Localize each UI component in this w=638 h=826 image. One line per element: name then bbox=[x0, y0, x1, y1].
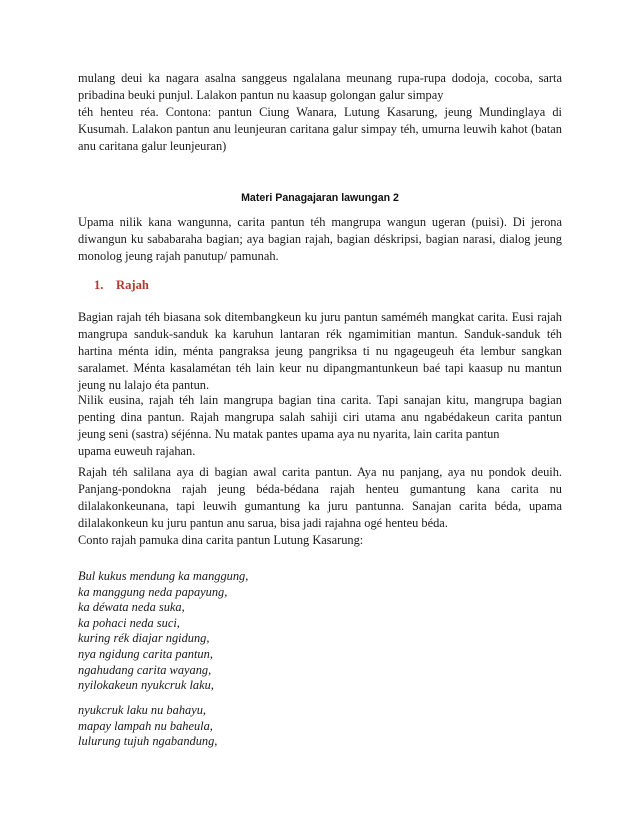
section-heading: Materi Panagajaran lawungan 2 bbox=[241, 192, 399, 204]
rajah-paragraph-2-body: Nilik eusina, rajah téh lain mangrupa bagian tina carita. Tapi sanajan kitu, mangrupa bagian penting dina pantun. Rajah mangrupa salah sahiji ciri utama anu ngabédakeun carita pantun jeung seni (sastra) séjénna. Nu matak pantes upama aya nu nyarita, lain carita pantun bbox=[78, 393, 562, 441]
subsection-title bbox=[78, 278, 149, 293]
rajah-paragraph-2-tail: upama euweuh rajahan. bbox=[78, 444, 196, 458]
poem-line: ka pohaci neda suci, bbox=[78, 615, 180, 630]
poem-line: ka manggung neda papayung, bbox=[78, 584, 228, 599]
poem-line: lulurung tujuh ngabandung, bbox=[78, 734, 218, 749]
poem-line: ka déwata neda suka, bbox=[78, 600, 185, 615]
rajah-paragraph-3-body: Rajah téh salilana aya di bagian awal carita pantun. Aya nu panjang, aya nu pondok deuih. Panjang-pondokna rajah jeung béda-bédana rajah henteu gumantung kana carita nu dilalakonkeunana, tapi leuwih gumantung ka juru pantunna. Sanajan carita béda, upama dilalakonkeun ku juru pantun anu sarua, bisa jadi rajahna ogé henteu béda. bbox=[78, 465, 562, 530]
poem-stanza-2 bbox=[78, 703, 562, 750]
poem-stanza-1 bbox=[78, 569, 562, 694]
rajah-paragraph-3 bbox=[78, 464, 562, 549]
intro-line: mulang deui ka nagara asalna sanggeus ngalalana meunang rupa-rupa dodoja, cocoba, sarta bbox=[78, 71, 562, 85]
intro-line: anu caritana galur leunjeuran) bbox=[78, 139, 227, 153]
intro-line: téh henteu réa. Contona: pantun Ciung Wanara, Lutung Kasarung, jeung Mundinglaya di bbox=[78, 105, 562, 119]
subsection-label: Rajah bbox=[116, 278, 149, 292]
rajah-paragraph-1: Bagian rajah téh biasana sok ditembangkeun ku juru pantun saméméh mangkat carita. Eusi rajah mangrupa sanduk-sanduk ka karuhun lantaran rék ngamimitian mantun. Sanduk-sanduk téh hartina ménta idin, ménta pangraksa jeung pangriksa ti nu ngageugeuh éta lembur sangkan saralamet. Ménta kasalamétan téh lain keur nu dipangmantunkeun baé tapi kaasup nu mantun jeung nu lalajo éta pantun. bbox=[78, 310, 562, 392]
intro-line: Kusumah. Lalakon pantun anu leunjeuran caritana galur simpay téh, umurna leuwih kahot (batan bbox=[78, 122, 562, 136]
poem-line: ngahudang carita wayang, bbox=[78, 662, 212, 677]
rajah-paragraph-3-tail: Conto rajah pamuka dina carita pantun Lutung Kasarung: bbox=[78, 533, 364, 547]
structure-paragraph: Upama nilik kana wangunna, carita pantun téh mangrupa wangun ugeran (puisi). Di jerona diwangun ku sababaraha bagian; aya bagian rajah, bagian déskripsi, bagian narasi, dialog jeung monolog jeung rajah panutup/ pamunah. bbox=[78, 215, 562, 263]
poem-line: mapay lampah nu baheula, bbox=[78, 718, 213, 733]
poem-line: kuring rék diajar ngidung, bbox=[78, 631, 210, 646]
subsection-number: 1. bbox=[94, 278, 104, 292]
poem-line: Bul kukus mendung ka manggung, bbox=[78, 569, 249, 583]
rajah-paragraph-2 bbox=[78, 392, 562, 460]
intro-paragraph bbox=[78, 70, 562, 155]
poem-line: nyilokakeun nyukcruk laku, bbox=[78, 678, 214, 693]
poem-line: nya ngidung carita pantun, bbox=[78, 646, 213, 661]
poem-line: nyukcruk laku nu bahayu, bbox=[78, 703, 206, 717]
intro-line: pribadina beuki punjul. Lalakon pantun nu kaasup golongan galur simpay bbox=[78, 88, 444, 102]
